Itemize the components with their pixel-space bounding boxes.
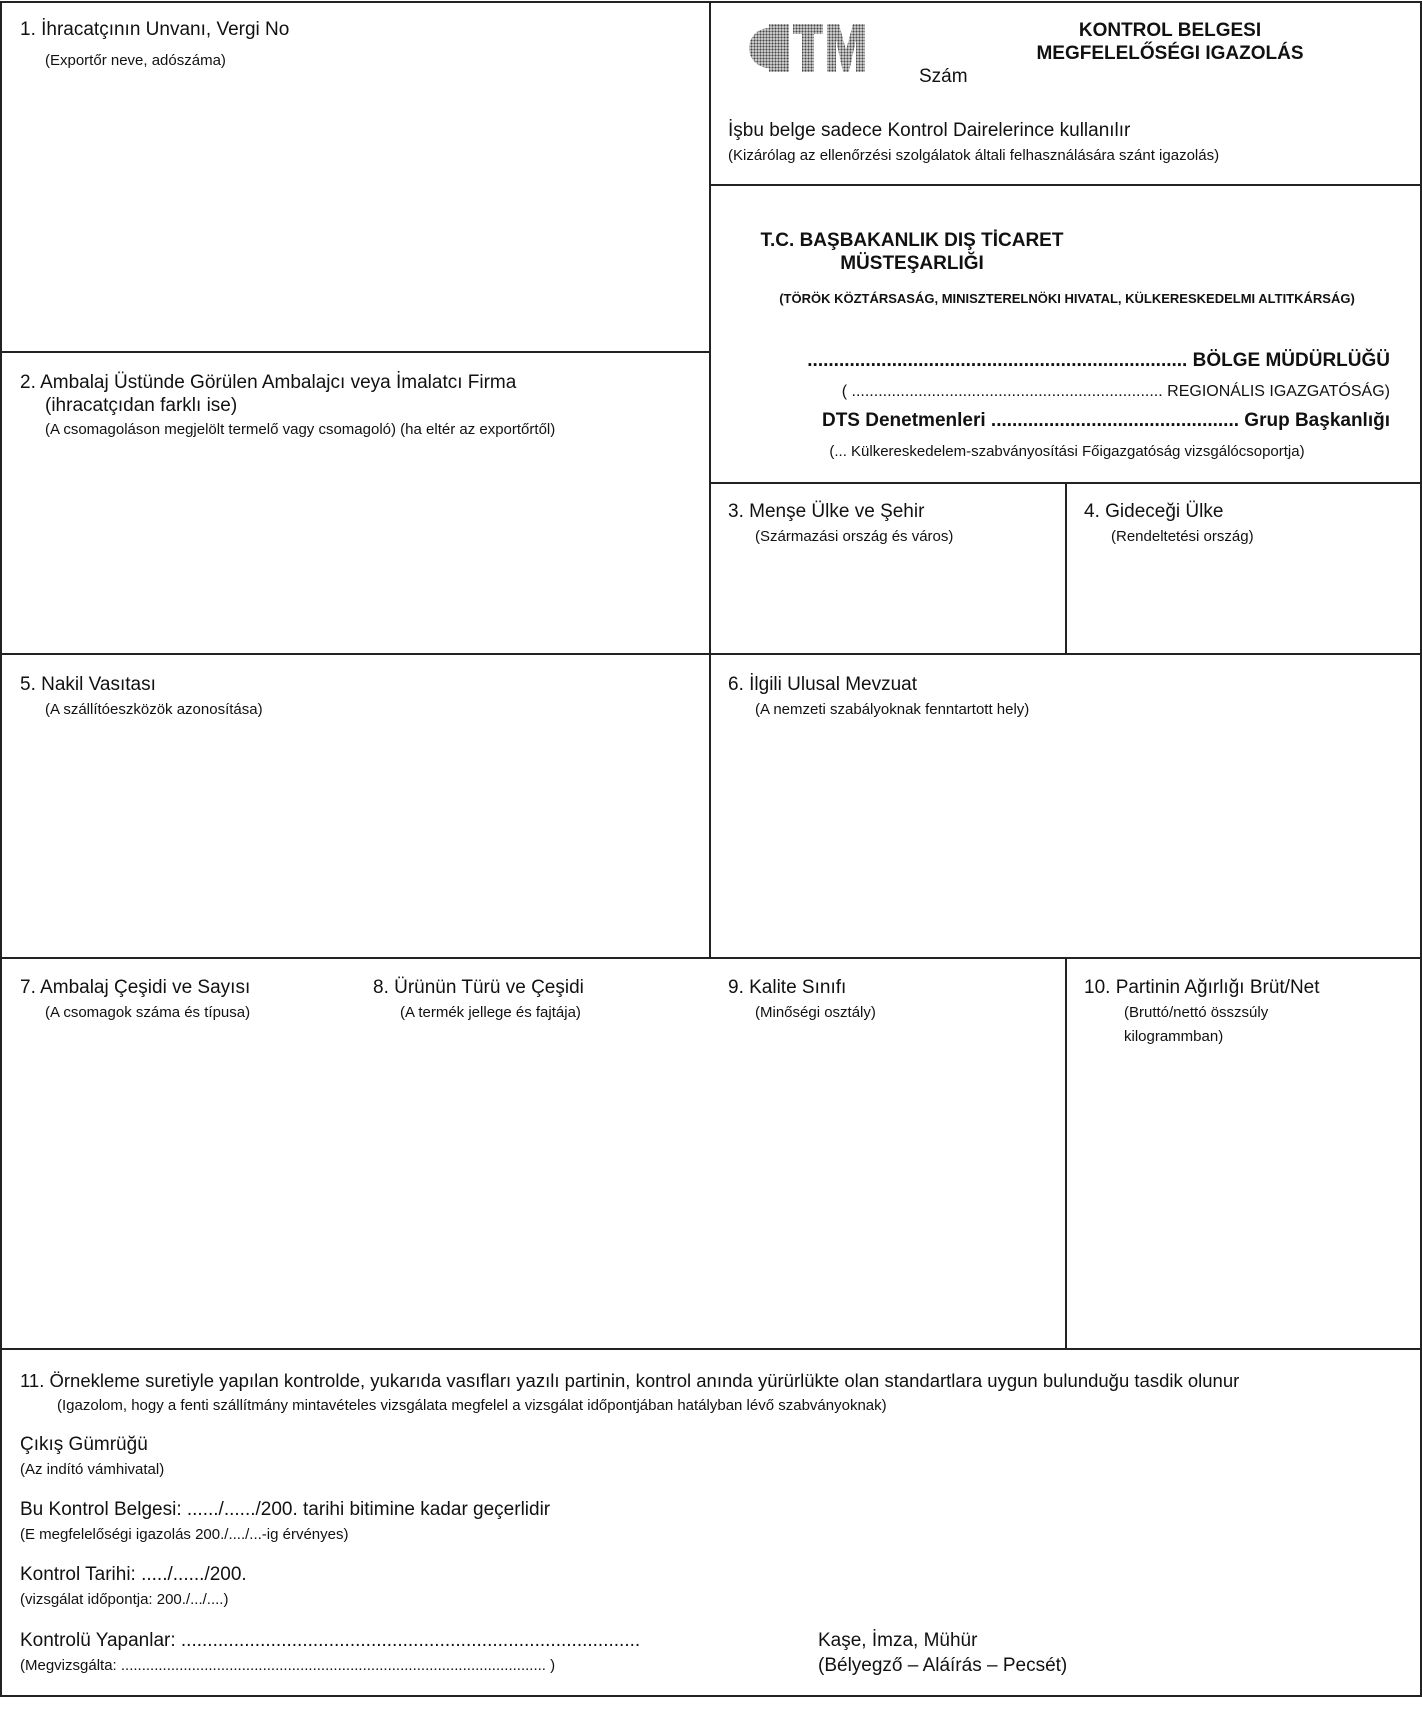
box9-label: 9. Kalite Sınıfı <box>728 977 847 998</box>
box7-label: 7. Ambalaj Çeşidi ve Sayısı <box>20 977 251 998</box>
divider <box>709 1 711 959</box>
stamp-signature: Kaşe, İmza, Mühür <box>818 1630 978 1651</box>
box5-label: 5. Nakil Vasıtası <box>20 674 156 695</box>
authority-name: T.C. BAŞBAKANLIK DIŞ TİCARET <box>760 230 1064 251</box>
control-date: Kontrol Tarihi: ...../....../200. <box>20 1564 247 1585</box>
divider <box>0 351 710 353</box>
box8-label: 8. Ürünün Türü ve Çeşidi <box>373 977 584 998</box>
box2-sub: (A csomagoláson megjelölt termelő vagy csomagoló) (ha eltér az exportőrtől) <box>45 421 556 438</box>
box10-sub-2: kilogrammban) <box>1124 1028 1224 1045</box>
box9-sub: (Minőségi osztály) <box>755 1004 876 1021</box>
region-directorate: ........................................................................ BÖLGE MÜDÜRLÜĞÜ <box>807 350 1390 371</box>
box4-sub: (Rendeltetési ország) <box>1111 528 1254 545</box>
box2-label-2: (ihracatçıdan farklı ise) <box>45 395 238 416</box>
divider <box>1065 958 1067 1349</box>
box6-label: 6. İlgili Ulusal Mevzuat <box>728 674 918 695</box>
box3-sub: (Származási ország és város) <box>755 528 954 545</box>
divider <box>0 1348 1422 1350</box>
divider <box>0 653 1422 655</box>
exit-customs-sub: (Az indító vámhivatal) <box>20 1461 165 1478</box>
control-date-sub: (vizsgálat időpontja: 200./.../....) <box>20 1591 229 1608</box>
authority-sub: (TÖRÖK KÖZTÁRSASÁG, MINISZTERELNÖKI HIVATAL, KÜLKERESKEDELMI ALTITKÁRSÁG) <box>779 291 1355 306</box>
dts-inspectors-hu: (... Külkereskedelem-szabványosítási Főigazgatóság vizsgálócsoportja) <box>829 443 1305 460</box>
box10-label: 10. Partinin Ağırlığı Brüt/Net <box>1084 977 1320 998</box>
divider <box>1065 483 1067 654</box>
stamp-signature-hu: (Bélyegző – Aláírás – Pecsét) <box>818 1655 1068 1676</box>
box1-label: 1. İhracatçının Unvanı, Vergi No <box>20 19 290 40</box>
box11-sub: (Igazolom, hogy a fenti szállítmány mintavételes vizsgálata megfelel a vizsgálat időpontjában hatályban lévő szabványoknak) <box>57 1397 887 1414</box>
dts-inspectors: DTS Denetmenleri ............................................... Grup Başkanlığı <box>821 410 1390 431</box>
exit-customs: Çıkış Gümrüğü <box>20 1434 148 1455</box>
box2-label: 2. Ambalaj Üstünde Görülen Ambalajcı veya İmalatcı Firma <box>20 372 517 393</box>
box1-sub: (Exportőr neve, adószáma) <box>45 52 226 69</box>
box4-label: 4. Gideceği Ülke <box>1084 501 1224 522</box>
box11-label: 11. Örnekleme suretiyle yapılan kontrolde, yukarıda vasıfları yazılı partinin, kontrol anında yürürlükte olan standartlara uygun bulunduğu tasdik olunur <box>20 1370 1240 1391</box>
box5-sub: (A szállítóeszközök azonosítása) <box>45 701 263 718</box>
border-top <box>0 1 1422 3</box>
region-directorate-hu: ( ...................................................................... REGIONÁLIS IGAZGATÓSÁG) <box>841 383 1390 400</box>
usage-note-sub: (Kizárólag az ellenőrzési szolgálatok általi felhasználására szánt igazolás) <box>728 147 1220 164</box>
number-label: Szám <box>919 66 968 87</box>
dtm-logo <box>747 18 872 78</box>
usage-note: İşbu belge sadece Kontrol Dairelerince kullanılır <box>728 120 1131 141</box>
validity: Bu Kontrol Belgesi: ....../....../200. tarihi bitimine kadar geçerlidir <box>20 1499 551 1520</box>
box8-sub: (A termék jellege és fajtája) <box>400 1004 581 1021</box>
form-title: KONTROL BELGESI <box>1078 20 1262 41</box>
divider <box>710 184 1422 186</box>
inspectors: Kontrolü Yapanlar: ....................................................................................... <box>20 1630 641 1651</box>
border-bottom <box>0 1695 1422 1697</box>
divider <box>0 957 1422 959</box>
inspectors-sub: (Megvizsgálta: ...................................................................................................... ) <box>20 1657 556 1674</box>
box6-sub: (A nemzeti szabályoknak fenntartott hely) <box>755 701 1030 718</box>
box7-sub: (A csomagok száma és típusa) <box>45 1004 251 1021</box>
box10-sub: (Bruttó/nettó összsúly <box>1124 1004 1269 1021</box>
authority-name-2: MÜSTEŞARLIĞI <box>840 253 984 274</box>
box3-label: 3. Menşe Ülke ve Şehir <box>728 501 925 522</box>
validity-sub: (E megfelelőségi igazolás 200./..../...-ig érvényes) <box>20 1526 349 1543</box>
border-left <box>0 1 2 1697</box>
form-title-hu: MEGFELELŐSÉGI IGAZOLÁS <box>1036 43 1304 64</box>
